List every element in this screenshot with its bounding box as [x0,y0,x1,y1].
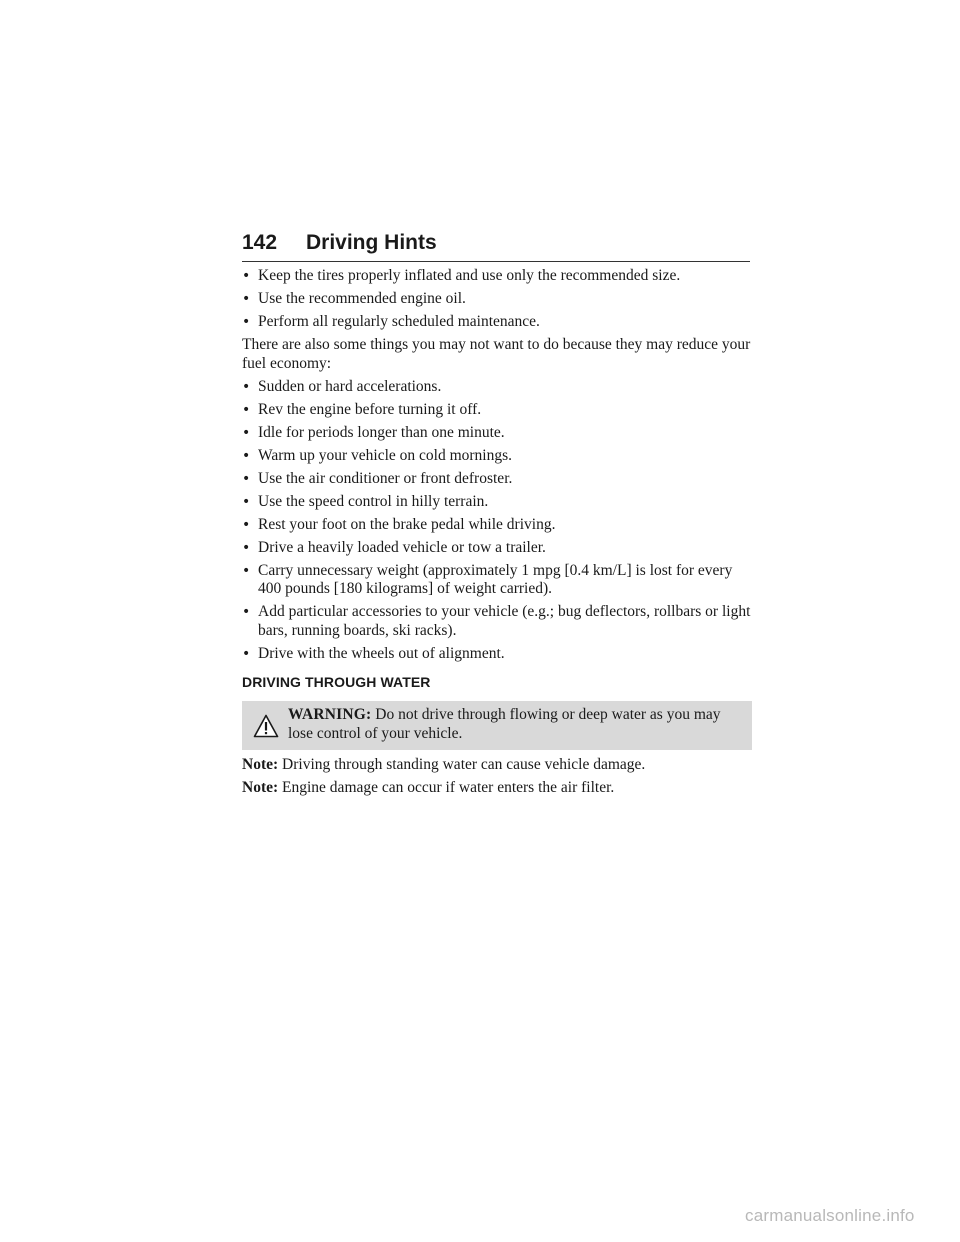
note [242,756,752,775]
watermark: carmanualsonline.info [745,1206,915,1225]
warning-triangle-icon [253,714,279,738]
list-item: • Rev the engine before turning it off. [242,401,752,420]
list-item: • Perform all regularly scheduled maintenance. [242,313,752,332]
list-item: • Rest your foot on the brake pedal while driving. [242,516,752,535]
list-item: • Use the recommended engine oil. [242,290,752,309]
warning-label: WARNING: [288,706,372,723]
note-text: Engine damage can occur if water enters the air filter. [282,779,615,796]
list-item: • Idle for periods longer than one minute. [242,424,752,443]
list-item: • Use the air conditioner or front defroster. [242,470,752,489]
list-item: • Sudden or hard accelerations. [242,378,752,397]
note-label: Note: [242,756,279,773]
intro-paragraph: There are also some things you may not want to do because they may reduce your fuel economy: [242,336,751,372]
page-header [242,231,750,262]
list-item: • Keep the tires properly inflated and use only the recommended size. [242,267,752,286]
warning-box [242,701,752,750]
list-item: • Drive with the wheels out of alignment. [242,645,752,664]
page-number: 142 [242,231,278,254]
note-text: Driving through standing water can cause vehicle damage. [282,756,646,773]
list-item: • Add particular accessories to your vehicle (e.g.; bug deflectors, rollbars or light bars, running boards, ski racks). [242,603,752,640]
section-heading: DRIVING THROUGH WATER [242,674,431,690]
note-label: Note: [242,779,279,796]
maintenance-tips-list [242,267,752,332]
page-content [242,267,752,802]
warning-text: Do not drive through flowing or deep water as you may lose control of your vehicle. [288,706,721,742]
list-item: • Drive a heavily loaded vehicle or tow a trailer. [242,539,752,558]
list-item: • Carry unnecessary weight (approximately 1 mpg [0.4 km/L] is lost for every 400 pounds [180 kilograms] of weight carried). [242,562,752,599]
list-item: • Use the speed control in hilly terrain. [242,493,752,512]
note [242,779,752,798]
section-title: Driving Hints [306,231,437,254]
fuel-economy-avoid-list [242,378,752,664]
list-item: • Warm up your vehicle on cold mornings. [242,447,752,466]
